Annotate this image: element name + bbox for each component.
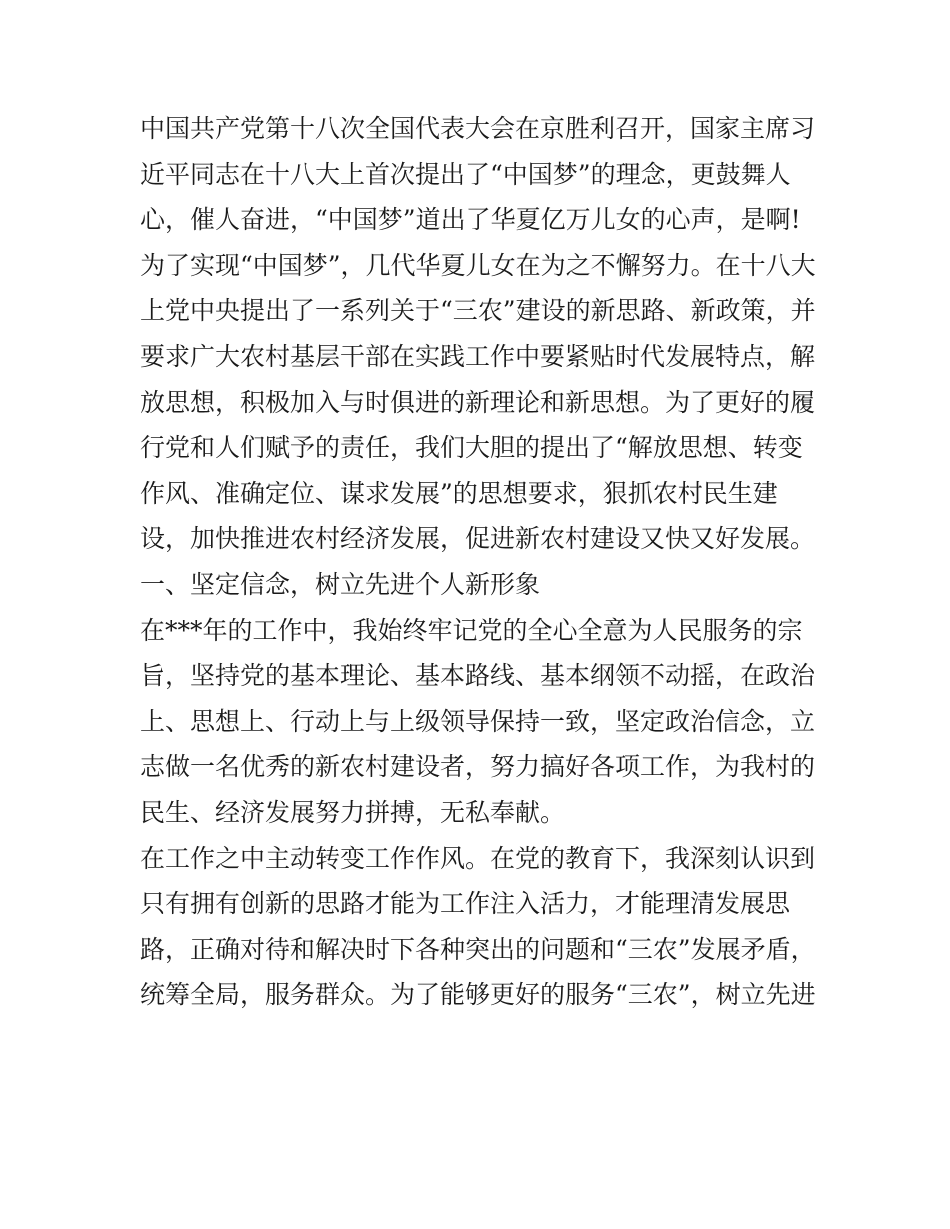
text-line: 要求广大农村基层干部在实践工作中要紧贴时代发展特点，解 bbox=[140, 341, 816, 371]
text-line: 设，加快推进农村经济发展，促进新农村建设又快又好发展。 bbox=[140, 524, 816, 554]
text-line: 近平同志在十八大上首次提出了“中国梦”的理念，更鼓舞人 bbox=[140, 159, 791, 189]
text-line: 作风、准确定位、谋求发展”的思想要求，狠抓农村民生建 bbox=[140, 478, 778, 508]
section-heading: 一、坚定信念，树立先进个人新形象 bbox=[140, 569, 541, 599]
document-body bbox=[140, 106, 840, 1018]
text-line: 路，正确对待和解决时下各种突出的问题和“三农”发展矛盾， bbox=[140, 934, 816, 964]
text-line: 上、思想上、行动上与上级领导保持一致，坚定政治信念，立 bbox=[140, 706, 816, 736]
text-line: 统筹全局，服务群众。为了能够更好的服务“三农”，树立先进 bbox=[140, 980, 816, 1010]
text-line: 心，催人奋进，“中国梦”道出了华夏亿万儿女的心声，是啊! bbox=[140, 205, 801, 235]
text-line: 旨，坚持党的基本理论、基本路线、基本纲领不动摇，在政治 bbox=[140, 661, 816, 691]
text-line: 民生、经济发展努力拼搏，无私奉献。 bbox=[140, 797, 566, 827]
text-line: 在***年的工作中，我始终牢记党的全心全意为人民服务的宗 bbox=[140, 615, 803, 645]
text-line: 在工作之中主动转变工作作风。在党的教育下，我深刻认识到 bbox=[140, 843, 816, 873]
text-line: 为了实现“中国梦”，几代华夏儿女在为之不懈努力。在十八大 bbox=[140, 250, 816, 280]
text-line: 放思想，积极加入与时俱进的新理论和新思想。为了更好的履 bbox=[140, 387, 816, 417]
text-line: 志做一名优秀的新农村建设者，努力搞好各项工作，为我村的 bbox=[140, 752, 816, 782]
text-line: 上党中央提出了一系列关于“三农”建设的新思路、新政策，并 bbox=[140, 296, 816, 326]
text-line: 只有拥有创新的思路才能为工作注入活力，才能理清发展思 bbox=[140, 889, 791, 919]
text-line: 行党和人们赋予的责任，我们大胆的提出了“解放思想、转变 bbox=[140, 433, 803, 463]
text-line: 中国共产党第十八次全国代表大会在京胜利召开，国家主席习 bbox=[140, 114, 816, 143]
